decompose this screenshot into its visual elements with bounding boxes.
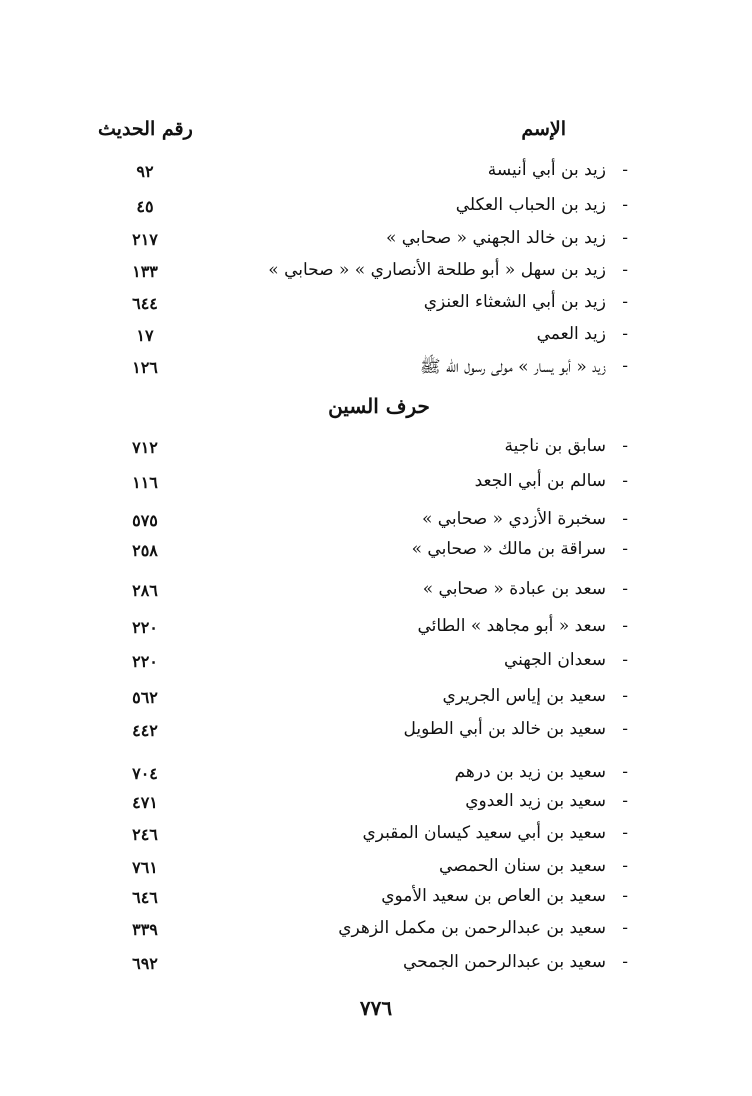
list-dash: - [622,650,628,670]
hadith-number: ٥٦٢ [132,688,158,707]
hadith-number: ٦٤٤ [132,294,158,313]
list-dash: - [622,471,628,491]
list-dash: - [622,539,628,559]
list-dash: - [622,324,628,344]
hadith-number: ٦٤٦ [132,888,158,907]
narrator-name: سخبرة الأزدي « صحابي » [421,509,606,529]
hadith-number: ٢٥٨ [132,541,158,560]
narrator-name: سعيد بن العاص بن سعيد الأموي [381,886,606,906]
list-item [0,539,752,569]
list-dash: - [622,160,628,180]
column-header [0,118,752,148]
narrator-name: سعيد بن خالد بن أبي الطويل [403,719,606,739]
list-dash: - [622,436,628,456]
narrator-name: زيد « أبو يسار » مولى رسول الله ﷺ [420,357,606,377]
list-dash: - [622,719,628,739]
list-item [0,471,752,501]
narrator-name: سعدان الجهني [504,650,606,670]
list-dash: - [622,791,628,811]
narrator-name: سعيد بن عبدالرحمن الجمحي [403,952,606,972]
narrator-name: سعيد بن زيد العدوي [465,791,606,811]
list-item [0,686,752,716]
list-item [0,823,752,853]
list-item [0,952,752,982]
list-item [0,650,752,680]
hadith-number: ٢٢٠ [132,652,158,671]
name-column-label: الإسم [521,118,566,140]
narrator-name: سعيد بن إياس الجريري [442,686,606,706]
hadith-number: ٦٩٢ [132,954,158,973]
list-item [0,324,752,354]
narrator-name: سراقة بن مالك « صحابي » [411,539,606,559]
hadith-number: ٩٢ [136,162,154,181]
list-item [0,616,752,646]
hadith-number: ٤٧١ [132,793,158,812]
narrator-name: سعيد بن أبي سعيد كيسان المقبري [362,823,606,843]
narrator-name: سعيد بن زيد بن درهم [454,762,606,782]
list-dash: - [622,886,628,906]
narrator-name: سعيد بن عبدالرحمن بن مكمل الزهري [338,918,606,938]
narrator-name: زيد بن الحباب العكلي [455,195,606,215]
list-item [0,195,752,225]
list-dash: - [622,195,628,215]
list-dash: - [622,260,628,280]
list-item [0,856,752,886]
list-dash: - [622,856,628,876]
list-dash: - [622,356,628,376]
list-dash: - [622,509,628,529]
list-item [0,436,752,466]
list-item [0,292,752,322]
list-item [0,791,752,821]
narrator-name: زيد العمي [536,324,606,344]
list-dash: - [622,823,628,843]
list-item [0,260,752,290]
list-item [0,918,752,948]
hadith-number: ٧٠٤ [132,764,158,783]
narrator-name: سعد « أبو مجاهد » الطائي [417,616,606,636]
section-heading-text: حرف السين [328,394,430,418]
narrator-name: زيد بن أبي الشعثاء العنزي [423,292,606,312]
hadith-number: ١١٦ [132,473,158,492]
list-item [0,762,752,792]
list-dash: - [622,579,628,599]
narrator-name: سابق بن ناجية [504,436,606,456]
narrator-name: زيد بن أبي أنيسة [487,160,606,180]
narrator-name: زيد بن سهل « أبو طلحة الأنصاري » « صحابي » [268,260,606,280]
hadith-number: ٧١٢ [132,438,158,457]
hadith-number: ١٧ [136,326,154,345]
list-dash: - [622,292,628,312]
list-item [0,719,752,749]
hadith-number: ٢١٧ [132,230,158,249]
hadith-number: ٧٦١ [132,858,158,877]
narrator-name: زيد بن خالد الجهني « صحابي » [385,228,606,248]
hadith-number-column-label: رقم الحديث [98,118,193,140]
section-heading [0,394,752,418]
hadith-number: ٣٣٩ [132,920,158,939]
list-dash: - [622,918,628,938]
page-number: ٧٧٦ [359,996,393,1020]
list-item [0,579,752,609]
narrator-name: سعيد بن سنان الحمصي [438,856,606,876]
list-item [0,356,752,386]
list-item [0,228,752,258]
list-dash: - [622,686,628,706]
list-dash: - [622,616,628,636]
list-dash: - [622,762,628,782]
hadith-number: ٢٤٦ [132,825,158,844]
narrator-name: سالم بن أبي الجعد [474,471,606,491]
hadith-number: ٤٤٢ [132,721,158,740]
list-item [0,160,752,190]
hadith-number: ١٢٦ [132,358,158,377]
hadith-number: ١٣٣ [132,262,158,281]
list-item [0,886,752,916]
hadith-number: ٤٥ [136,197,154,216]
list-dash: - [622,228,628,248]
list-item [0,509,752,539]
hadith-number: ٢٨٦ [132,581,158,600]
hadith-number: ٥٧٥ [132,511,158,530]
list-dash: - [622,952,628,972]
narrator-name: سعد بن عبادة « صحابي » [422,579,606,599]
hadith-number: ٢٢٠ [132,618,158,637]
